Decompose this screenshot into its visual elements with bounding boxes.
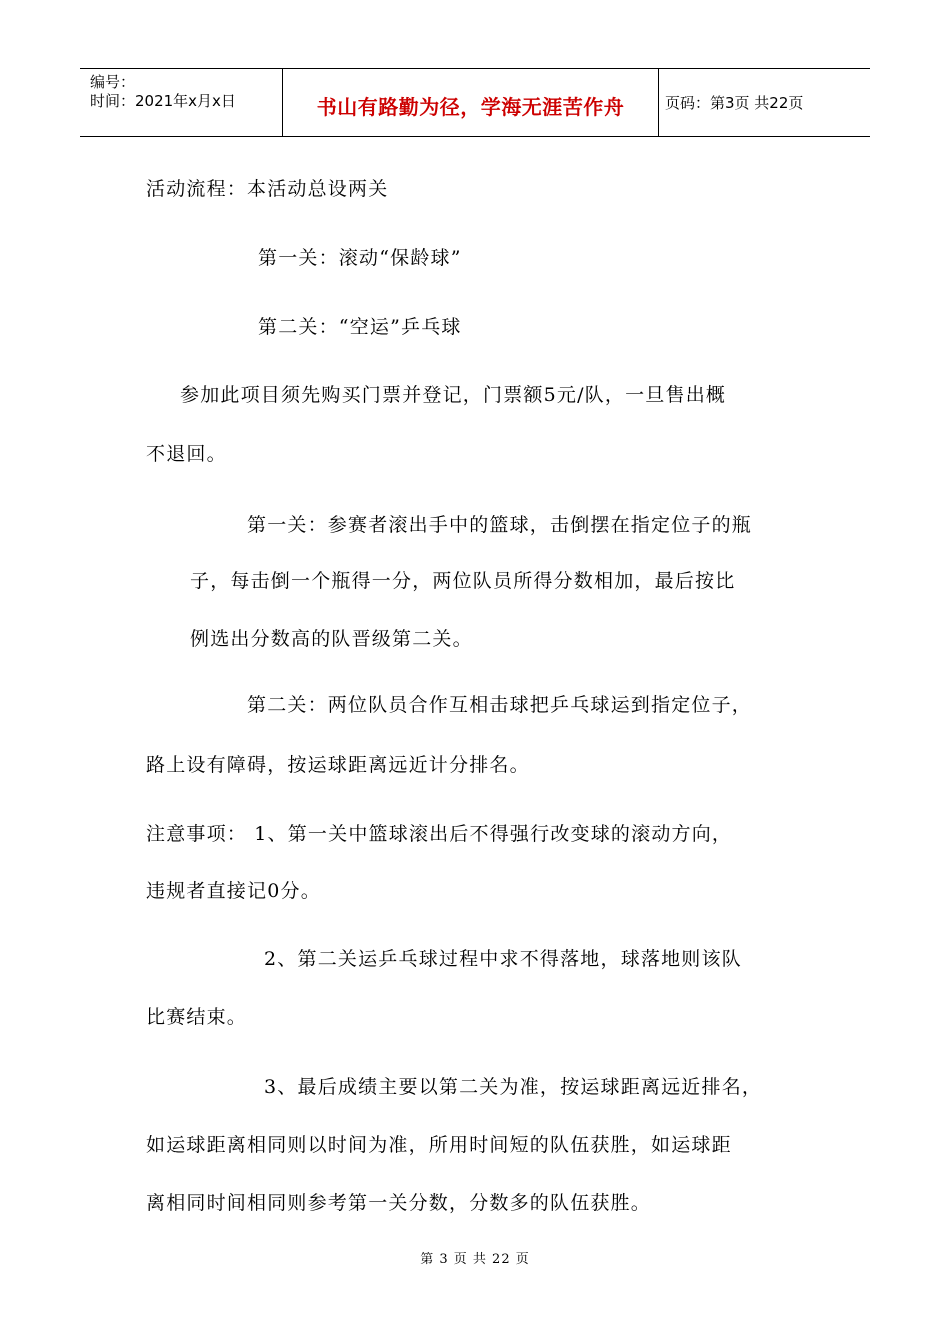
header-motto-cell (283, 69, 659, 136)
text-line: 第二关：“空运”乒乓球 (258, 316, 462, 338)
document-date: 时间：2021年x月x日 (90, 92, 236, 110)
text-line: 2、第二关运乒乓球过程中求不得落地，球落地则该队 (264, 948, 742, 970)
text-line: 第一关：滚动“保龄球” (258, 247, 462, 269)
header-page-info: 页码：第3页 共22页 (665, 94, 804, 112)
text-line: 参加此项目须先购买门票并登记，门票额5元/队，一旦售出概 (180, 384, 727, 406)
text-line: 3、最后成绩主要以第二关为准，按运球距离远近排名， (264, 1076, 763, 1098)
text-line: 如运球距离相同则以时间为准，所用时间短的队伍获胜，如运球距 (146, 1134, 732, 1156)
page-footer: 第 3 页 共 22 页 (420, 1252, 530, 1267)
header-motto: 书山有路勤为径，学海无涯苦作舟 (316, 95, 625, 119)
text-line: 注意事项： 1、第一关中篮球滚出后不得强行改变球的滚动方向， (146, 823, 733, 845)
header-meta (80, 69, 283, 136)
text-line: 活动流程：本活动总设两关 (146, 178, 389, 200)
text-line: 路上设有障碍，按运球距离远近计分排名。 (146, 754, 530, 776)
page-header (80, 68, 870, 137)
text-line: 第一关：参赛者滚出手中的篮球，击倒摆在指定位子的瓶 (247, 514, 753, 536)
text-line: 第二关：两位队员合作互相击球把乒乓球运到指定位子， (247, 694, 753, 716)
text-line: 子，每击倒一个瓶得一分，两位队员所得分数相加，最后按比 (190, 570, 736, 592)
text-line: 比赛结束。 (146, 1006, 248, 1028)
text-line: 不退回。 (146, 443, 227, 465)
text-line: 违规者直接记0分。 (146, 880, 321, 902)
text-line: 例选出分数高的队晋级第二关。 (190, 628, 473, 650)
text-line: 离相同时间相同则参考第一关分数，分数多的队伍获胜。 (146, 1192, 652, 1214)
document-number-label: 编号： (90, 73, 136, 91)
